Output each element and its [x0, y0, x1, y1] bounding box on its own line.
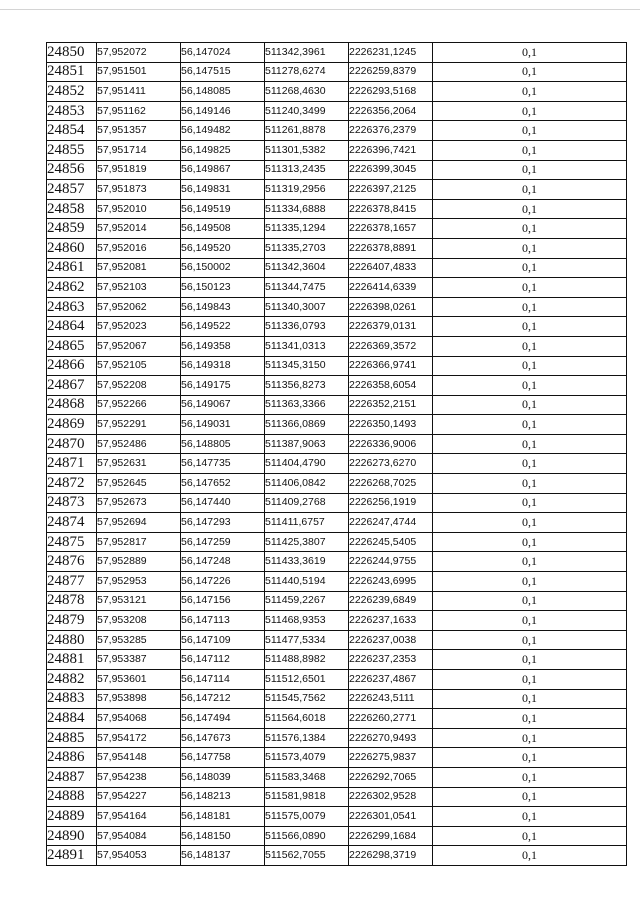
- point-number-cell: 24888: [47, 787, 97, 807]
- accuracy-cell: 0,1: [433, 415, 627, 435]
- latitude-cell: 57,952105: [97, 356, 181, 376]
- longitude-cell: 56,147515: [181, 62, 265, 82]
- accuracy-cell: 0,1: [433, 611, 627, 631]
- accuracy-cell: 0,1: [433, 454, 627, 474]
- x-coordinate-cell: 511477,5334: [265, 630, 349, 650]
- latitude-cell: 57,951162: [97, 101, 181, 121]
- accuracy-cell: 0,1: [433, 493, 627, 513]
- x-coordinate-cell: 511468,9353: [265, 611, 349, 631]
- latitude-cell: 57,951873: [97, 180, 181, 200]
- y-coordinate-cell: 2226268,7025: [349, 474, 433, 494]
- point-number-cell: 24853: [47, 101, 97, 121]
- latitude-cell: 57,952673: [97, 493, 181, 513]
- longitude-cell: 56,149831: [181, 180, 265, 200]
- longitude-cell: 56,148085: [181, 82, 265, 102]
- x-coordinate-cell: 511583,3468: [265, 767, 349, 787]
- latitude-cell: 57,954164: [97, 807, 181, 827]
- longitude-cell: 56,147652: [181, 474, 265, 494]
- point-number-cell: 24882: [47, 670, 97, 690]
- longitude-cell: 56,149146: [181, 101, 265, 121]
- accuracy-cell: 0,1: [433, 395, 627, 415]
- accuracy-cell: 0,1: [433, 572, 627, 592]
- latitude-cell: 57,954227: [97, 787, 181, 807]
- x-coordinate-cell: 511581,9818: [265, 787, 349, 807]
- table-row: [47, 376, 627, 396]
- y-coordinate-cell: 2226270,9493: [349, 728, 433, 748]
- accuracy-cell: 0,1: [433, 591, 627, 611]
- point-number-cell: 24855: [47, 140, 97, 160]
- point-number-cell: 24872: [47, 474, 97, 494]
- y-coordinate-cell: 2226366,9741: [349, 356, 433, 376]
- table-row: [47, 356, 627, 376]
- y-coordinate-cell: 2226369,3572: [349, 336, 433, 356]
- longitude-cell: 56,148805: [181, 434, 265, 454]
- accuracy-cell: 0,1: [433, 630, 627, 650]
- y-coordinate-cell: 2226414,6339: [349, 278, 433, 298]
- latitude-cell: 57,952953: [97, 572, 181, 592]
- longitude-cell: 56,147259: [181, 532, 265, 552]
- accuracy-cell: 0,1: [433, 82, 627, 102]
- x-coordinate-cell: 511366,0869: [265, 415, 349, 435]
- latitude-cell: 57,952291: [97, 415, 181, 435]
- y-coordinate-cell: 2226336,9006: [349, 434, 433, 454]
- accuracy-cell: 0,1: [433, 356, 627, 376]
- latitude-cell: 57,952817: [97, 532, 181, 552]
- accuracy-cell: 0,1: [433, 317, 627, 337]
- table-row: [47, 121, 627, 141]
- latitude-cell: 57,952067: [97, 336, 181, 356]
- y-coordinate-cell: 2226378,8415: [349, 199, 433, 219]
- y-coordinate-cell: 2226358,6054: [349, 376, 433, 396]
- table-row: [47, 336, 627, 356]
- y-coordinate-cell: 2226247,4744: [349, 513, 433, 533]
- latitude-cell: 57,952694: [97, 513, 181, 533]
- y-coordinate-cell: 2226293,5168: [349, 82, 433, 102]
- y-coordinate-cell: 2226237,0038: [349, 630, 433, 650]
- y-coordinate-cell: 2226239,6849: [349, 591, 433, 611]
- x-coordinate-cell: 511240,3499: [265, 101, 349, 121]
- x-coordinate-cell: 511319,2956: [265, 180, 349, 200]
- point-number-cell: 24878: [47, 591, 97, 611]
- table-row: [47, 572, 627, 592]
- latitude-cell: 57,953387: [97, 650, 181, 670]
- longitude-cell: 56,147293: [181, 513, 265, 533]
- x-coordinate-cell: 511411,6757: [265, 513, 349, 533]
- page-top-rule: [0, 9, 640, 10]
- y-coordinate-cell: 2226378,8891: [349, 238, 433, 258]
- table-row: [47, 552, 627, 572]
- point-number-cell: 24874: [47, 513, 97, 533]
- x-coordinate-cell: 511340,3007: [265, 297, 349, 317]
- accuracy-cell: 0,1: [433, 180, 627, 200]
- accuracy-cell: 0,1: [433, 43, 627, 63]
- x-coordinate-cell: 511278,6274: [265, 62, 349, 82]
- longitude-cell: 56,147494: [181, 709, 265, 729]
- longitude-cell: 56,148213: [181, 787, 265, 807]
- x-coordinate-cell: 511409,2768: [265, 493, 349, 513]
- longitude-cell: 56,147440: [181, 493, 265, 513]
- table-row: [47, 493, 627, 513]
- longitude-cell: 56,149843: [181, 297, 265, 317]
- accuracy-cell: 0,1: [433, 807, 627, 827]
- y-coordinate-cell: 2226299,1684: [349, 826, 433, 846]
- latitude-cell: 57,952645: [97, 474, 181, 494]
- table-row: [47, 826, 627, 846]
- x-coordinate-cell: 511545,7562: [265, 689, 349, 709]
- point-number-cell: 24851: [47, 62, 97, 82]
- y-coordinate-cell: 2226260,2771: [349, 709, 433, 729]
- y-coordinate-cell: 2226396,7421: [349, 140, 433, 160]
- y-coordinate-cell: 2226231,1245: [349, 43, 433, 63]
- latitude-cell: 57,954053: [97, 846, 181, 866]
- longitude-cell: 56,149519: [181, 199, 265, 219]
- point-number-cell: 24862: [47, 278, 97, 298]
- latitude-cell: 57,951501: [97, 62, 181, 82]
- point-number-cell: 24877: [47, 572, 97, 592]
- y-coordinate-cell: 2226245,5405: [349, 532, 433, 552]
- accuracy-cell: 0,1: [433, 62, 627, 82]
- point-number-cell: 24857: [47, 180, 97, 200]
- longitude-cell: 56,148150: [181, 826, 265, 846]
- point-number-cell: 24889: [47, 807, 97, 827]
- x-coordinate-cell: 511344,7475: [265, 278, 349, 298]
- y-coordinate-cell: 2226275,9837: [349, 748, 433, 768]
- table-row: [47, 709, 627, 729]
- point-number-cell: 24866: [47, 356, 97, 376]
- point-number-cell: 24879: [47, 611, 97, 631]
- longitude-cell: 56,147109: [181, 630, 265, 650]
- table-row: [47, 82, 627, 102]
- latitude-cell: 57,952016: [97, 238, 181, 258]
- accuracy-cell: 0,1: [433, 826, 627, 846]
- accuracy-cell: 0,1: [433, 748, 627, 768]
- point-number-cell: 24891: [47, 846, 97, 866]
- y-coordinate-cell: 2226237,4867: [349, 670, 433, 690]
- table-row: [47, 258, 627, 278]
- longitude-cell: 56,149522: [181, 317, 265, 337]
- x-coordinate-cell: 511301,5382: [265, 140, 349, 160]
- point-number-cell: 24856: [47, 160, 97, 180]
- y-coordinate-cell: 2226243,5111: [349, 689, 433, 709]
- x-coordinate-cell: 511406,0842: [265, 474, 349, 494]
- latitude-cell: 57,952014: [97, 219, 181, 239]
- longitude-cell: 56,149482: [181, 121, 265, 141]
- y-coordinate-cell: 2226273,6270: [349, 454, 433, 474]
- longitude-cell: 56,148039: [181, 767, 265, 787]
- point-number-cell: 24885: [47, 728, 97, 748]
- table-row: [47, 62, 627, 82]
- accuracy-cell: 0,1: [433, 552, 627, 572]
- accuracy-cell: 0,1: [433, 513, 627, 533]
- x-coordinate-cell: 511342,3961: [265, 43, 349, 63]
- longitude-cell: 56,147024: [181, 43, 265, 63]
- accuracy-cell: 0,1: [433, 219, 627, 239]
- latitude-cell: 57,953898: [97, 689, 181, 709]
- y-coordinate-cell: 2226379,0131: [349, 317, 433, 337]
- latitude-cell: 57,952486: [97, 434, 181, 454]
- latitude-cell: 57,951357: [97, 121, 181, 141]
- point-number-cell: 24861: [47, 258, 97, 278]
- table-row: [47, 140, 627, 160]
- x-coordinate-cell: 511335,2703: [265, 238, 349, 258]
- longitude-cell: 56,147112: [181, 650, 265, 670]
- y-coordinate-cell: 2226237,1633: [349, 611, 433, 631]
- longitude-cell: 56,149508: [181, 219, 265, 239]
- y-coordinate-cell: 2226302,9528: [349, 787, 433, 807]
- table-row: [47, 748, 627, 768]
- accuracy-cell: 0,1: [433, 336, 627, 356]
- longitude-cell: 56,147735: [181, 454, 265, 474]
- table-row: [47, 317, 627, 337]
- latitude-cell: 57,952889: [97, 552, 181, 572]
- x-coordinate-cell: 511341,0313: [265, 336, 349, 356]
- point-number-cell: 24870: [47, 434, 97, 454]
- point-number-cell: 24860: [47, 238, 97, 258]
- latitude-cell: 57,954068: [97, 709, 181, 729]
- table-row: [47, 513, 627, 533]
- longitude-cell: 56,148181: [181, 807, 265, 827]
- x-coordinate-cell: 511566,0890: [265, 826, 349, 846]
- latitude-cell: 57,952103: [97, 278, 181, 298]
- point-number-cell: 24881: [47, 650, 97, 670]
- latitude-cell: 57,952081: [97, 258, 181, 278]
- latitude-cell: 57,954172: [97, 728, 181, 748]
- table-row: [47, 160, 627, 180]
- y-coordinate-cell: 2226256,1919: [349, 493, 433, 513]
- table-row: [47, 689, 627, 709]
- point-number-cell: 24868: [47, 395, 97, 415]
- latitude-cell: 57,953121: [97, 591, 181, 611]
- x-coordinate-cell: 511342,3604: [265, 258, 349, 278]
- point-number-cell: 24871: [47, 454, 97, 474]
- latitude-cell: 57,954148: [97, 748, 181, 768]
- y-coordinate-cell: 2226244,9755: [349, 552, 433, 572]
- longitude-cell: 56,147156: [181, 591, 265, 611]
- accuracy-cell: 0,1: [433, 121, 627, 141]
- accuracy-cell: 0,1: [433, 728, 627, 748]
- longitude-cell: 56,147212: [181, 689, 265, 709]
- longitude-cell: 56,150123: [181, 278, 265, 298]
- x-coordinate-cell: 511404,4790: [265, 454, 349, 474]
- y-coordinate-cell: 2226350,1493: [349, 415, 433, 435]
- y-coordinate-cell: 2226292,7065: [349, 767, 433, 787]
- table-row: [47, 454, 627, 474]
- accuracy-cell: 0,1: [433, 709, 627, 729]
- accuracy-cell: 0,1: [433, 278, 627, 298]
- x-coordinate-cell: 511459,2267: [265, 591, 349, 611]
- table-row: [47, 395, 627, 415]
- y-coordinate-cell: 2226356,2064: [349, 101, 433, 121]
- table-row: [47, 474, 627, 494]
- accuracy-cell: 0,1: [433, 434, 627, 454]
- longitude-cell: 56,147673: [181, 728, 265, 748]
- longitude-cell: 56,149175: [181, 376, 265, 396]
- point-number-cell: 24867: [47, 376, 97, 396]
- accuracy-cell: 0,1: [433, 670, 627, 690]
- accuracy-cell: 0,1: [433, 238, 627, 258]
- point-number-cell: 24854: [47, 121, 97, 141]
- x-coordinate-cell: 511313,2435: [265, 160, 349, 180]
- point-number-cell: 24887: [47, 767, 97, 787]
- y-coordinate-cell: 2226298,3719: [349, 846, 433, 866]
- y-coordinate-cell: 2226407,4833: [349, 258, 433, 278]
- x-coordinate-cell: 511345,3150: [265, 356, 349, 376]
- latitude-cell: 57,952072: [97, 43, 181, 63]
- coordinates-table: [46, 42, 627, 866]
- table-row: [47, 591, 627, 611]
- table-row: [47, 219, 627, 239]
- latitude-cell: 57,953208: [97, 611, 181, 631]
- point-number-cell: 24890: [47, 826, 97, 846]
- x-coordinate-cell: 511425,3807: [265, 532, 349, 552]
- longitude-cell: 56,147758: [181, 748, 265, 768]
- y-coordinate-cell: 2226398,0261: [349, 297, 433, 317]
- x-coordinate-cell: 511512,6501: [265, 670, 349, 690]
- accuracy-cell: 0,1: [433, 846, 627, 866]
- accuracy-cell: 0,1: [433, 140, 627, 160]
- longitude-cell: 56,149067: [181, 395, 265, 415]
- y-coordinate-cell: 2226237,2353: [349, 650, 433, 670]
- latitude-cell: 57,951411: [97, 82, 181, 102]
- longitude-cell: 56,147114: [181, 670, 265, 690]
- y-coordinate-cell: 2226399,3045: [349, 160, 433, 180]
- point-number-cell: 24864: [47, 317, 97, 337]
- longitude-cell: 56,147248: [181, 552, 265, 572]
- table-row: [47, 787, 627, 807]
- x-coordinate-cell: 511440,5194: [265, 572, 349, 592]
- point-number-cell: 24852: [47, 82, 97, 102]
- point-number-cell: 24876: [47, 552, 97, 572]
- latitude-cell: 57,954238: [97, 767, 181, 787]
- point-number-cell: 24875: [47, 532, 97, 552]
- x-coordinate-cell: 511334,6888: [265, 199, 349, 219]
- longitude-cell: 56,149520: [181, 238, 265, 258]
- latitude-cell: 57,952010: [97, 199, 181, 219]
- table-row: [47, 807, 627, 827]
- table-row: [47, 611, 627, 631]
- latitude-cell: 57,953601: [97, 670, 181, 690]
- point-number-cell: 24880: [47, 630, 97, 650]
- longitude-cell: 56,150002: [181, 258, 265, 278]
- accuracy-cell: 0,1: [433, 376, 627, 396]
- accuracy-cell: 0,1: [433, 767, 627, 787]
- x-coordinate-cell: 511261,8878: [265, 121, 349, 141]
- point-number-cell: 24869: [47, 415, 97, 435]
- accuracy-cell: 0,1: [433, 297, 627, 317]
- x-coordinate-cell: 511433,3619: [265, 552, 349, 572]
- accuracy-cell: 0,1: [433, 650, 627, 670]
- point-number-cell: 24884: [47, 709, 97, 729]
- accuracy-cell: 0,1: [433, 787, 627, 807]
- table-row: [47, 199, 627, 219]
- latitude-cell: 57,954084: [97, 826, 181, 846]
- longitude-cell: 56,149358: [181, 336, 265, 356]
- accuracy-cell: 0,1: [433, 101, 627, 121]
- latitude-cell: 57,953285: [97, 630, 181, 650]
- longitude-cell: 56,147226: [181, 572, 265, 592]
- x-coordinate-cell: 511363,3366: [265, 395, 349, 415]
- accuracy-cell: 0,1: [433, 258, 627, 278]
- x-coordinate-cell: 511562,7055: [265, 846, 349, 866]
- table-row: [47, 415, 627, 435]
- table-row: [47, 728, 627, 748]
- table-row: [47, 101, 627, 121]
- point-number-cell: 24873: [47, 493, 97, 513]
- longitude-cell: 56,149867: [181, 160, 265, 180]
- table-row: [47, 846, 627, 866]
- longitude-cell: 56,149031: [181, 415, 265, 435]
- latitude-cell: 57,952631: [97, 454, 181, 474]
- accuracy-cell: 0,1: [433, 160, 627, 180]
- table-row: [47, 297, 627, 317]
- table-row: [47, 278, 627, 298]
- x-coordinate-cell: 511576,1384: [265, 728, 349, 748]
- point-number-cell: 24883: [47, 689, 97, 709]
- point-number-cell: 24886: [47, 748, 97, 768]
- table-row: [47, 630, 627, 650]
- accuracy-cell: 0,1: [433, 199, 627, 219]
- x-coordinate-cell: 511564,6018: [265, 709, 349, 729]
- table-body: [47, 43, 627, 866]
- point-number-cell: 24859: [47, 219, 97, 239]
- x-coordinate-cell: 511575,0079: [265, 807, 349, 827]
- latitude-cell: 57,951714: [97, 140, 181, 160]
- latitude-cell: 57,952062: [97, 297, 181, 317]
- longitude-cell: 56,147113: [181, 611, 265, 631]
- accuracy-cell: 0,1: [433, 474, 627, 494]
- y-coordinate-cell: 2226376,2379: [349, 121, 433, 141]
- longitude-cell: 56,149825: [181, 140, 265, 160]
- x-coordinate-cell: 511268,4630: [265, 82, 349, 102]
- longitude-cell: 56,149318: [181, 356, 265, 376]
- y-coordinate-cell: 2226397,2125: [349, 180, 433, 200]
- latitude-cell: 57,952023: [97, 317, 181, 337]
- point-number-cell: 24858: [47, 199, 97, 219]
- accuracy-cell: 0,1: [433, 532, 627, 552]
- y-coordinate-cell: 2226243,6995: [349, 572, 433, 592]
- x-coordinate-cell: 511488,8982: [265, 650, 349, 670]
- x-coordinate-cell: 511336,0793: [265, 317, 349, 337]
- table-row: [47, 43, 627, 63]
- accuracy-cell: 0,1: [433, 689, 627, 709]
- table-row: [47, 180, 627, 200]
- point-number-cell: 24865: [47, 336, 97, 356]
- y-coordinate-cell: 2226259,8379: [349, 62, 433, 82]
- table-row: [47, 650, 627, 670]
- y-coordinate-cell: 2226352,2151: [349, 395, 433, 415]
- table-row: [47, 670, 627, 690]
- point-number-cell: 24850: [47, 43, 97, 63]
- table-row: [47, 434, 627, 454]
- x-coordinate-cell: 511356,8273: [265, 376, 349, 396]
- latitude-cell: 57,951819: [97, 160, 181, 180]
- x-coordinate-cell: 511387,9063: [265, 434, 349, 454]
- table-row: [47, 238, 627, 258]
- x-coordinate-cell: 511335,1294: [265, 219, 349, 239]
- table-row: [47, 767, 627, 787]
- x-coordinate-cell: 511573,4079: [265, 748, 349, 768]
- point-number-cell: 24863: [47, 297, 97, 317]
- y-coordinate-cell: 2226378,1657: [349, 219, 433, 239]
- y-coordinate-cell: 2226301,0541: [349, 807, 433, 827]
- latitude-cell: 57,952266: [97, 395, 181, 415]
- latitude-cell: 57,952208: [97, 376, 181, 396]
- longitude-cell: 56,148137: [181, 846, 265, 866]
- table-row: [47, 532, 627, 552]
